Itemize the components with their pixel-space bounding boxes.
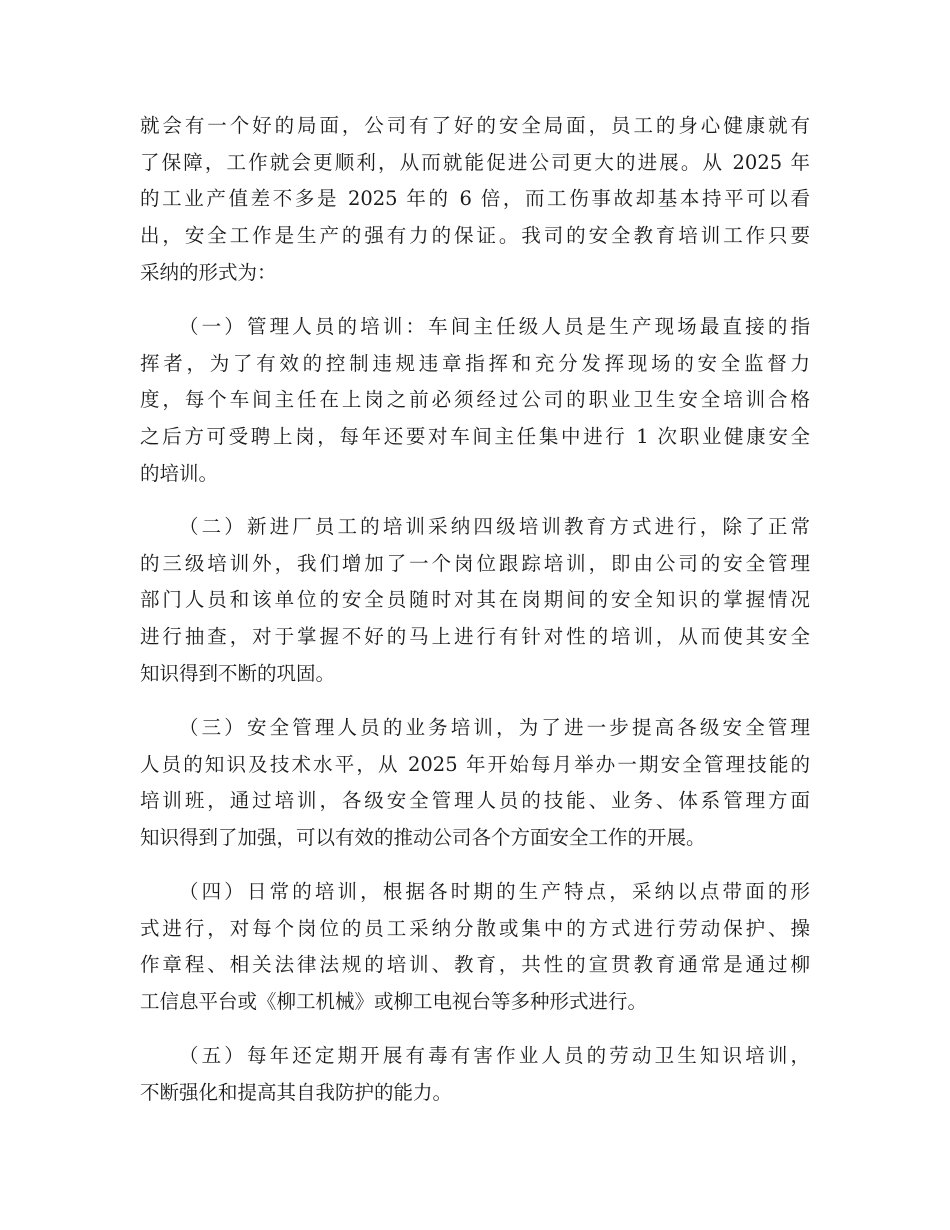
- text-line: 知识得到不断的巩固。: [140, 661, 336, 685]
- paragraph-intro: [140, 108, 810, 291]
- text-line: 式进行，对每个岗位的员工采纳分散或集中的方式进行劳动保护、操: [140, 916, 810, 940]
- text-line: 的工业产值差不多是 2025 年的 6 倍，而工伤事故却基本持平可以看: [140, 187, 810, 211]
- paragraph-item-4: [140, 874, 810, 1021]
- text-line: 部门人员和该单位的安全员随时对其在岗期间的安全知识的掌握情况: [140, 588, 810, 612]
- text-line: （五）每年还定期开展有毒有害作业人员的劳动卫生知识培训，: [179, 1044, 810, 1067]
- text-line: 度，每个车间主任在上岗之前必须经过公司的职业卫生安全培训合格: [140, 388, 810, 412]
- text-line: （三）安全管理人员的业务培训，为了进一步提高各级安全管理: [179, 716, 810, 739]
- text-line: （二）新进厂员工的培训采纳四级培训教育方式进行，除了正常: [179, 515, 810, 538]
- text-line: 挥者，为了有效的控制违规违章指挥和充分发挥现场的安全监督力: [140, 351, 810, 375]
- paragraph-item-3: [140, 710, 810, 857]
- text-line: （一）管理人员的培训：车间主任级人员是生产现场最直接的指: [179, 315, 810, 338]
- text-line: 采纳的形式为：: [140, 260, 277, 284]
- text-line: 的培训。: [140, 461, 219, 485]
- text-line: 知识得到了加强，可以有效的推动公司各个方面安全工作的开展。: [140, 826, 706, 850]
- text-line: 就会有一个好的局面，公司有了好的安全局面，员工的身心健康就有: [140, 114, 810, 137]
- text-line: 进行抽查，对于掌握不好的马上进行有针对性的培训，从而使其安全: [140, 625, 810, 649]
- text-line: 之后方可受聘上岗，每年还要对车间主任集中进行 1 次职业健康安全: [140, 425, 810, 449]
- text-line: 培训班，通过培训，各级安全管理人员的技能、业务、体系管理方面: [140, 789, 810, 813]
- text-line: 人员的知识及技术水平，从 2025 年开始每月举办一期安全管理技能的: [140, 752, 810, 776]
- text-line: 不断强化和提高其自我防护的能力。: [140, 1080, 453, 1104]
- paragraph-item-5: [140, 1038, 810, 1111]
- text-line: 的三级培训外，我们增加了一个岗位跟踪培训，即由公司的安全管理: [140, 551, 810, 575]
- text-line: 出，安全工作是生产的强有力的保证。我司的安全教育培训工作只要: [140, 224, 810, 248]
- text-line: 工信息平台或《柳工机械》或柳工电视台等多种形式进行。: [140, 990, 648, 1014]
- paragraph-item-2: [140, 509, 810, 692]
- text-line: 了保障，工作就会更顺利，从而就能促进公司更大的进展。从 2025 年: [140, 150, 810, 174]
- text-line: （四）日常的培训，根据各时期的生产特点，采纳以点带面的形: [179, 880, 810, 903]
- paragraph-item-1: [140, 309, 810, 492]
- text-line: 作章程、相关法律法规的培训、教育，共性的宣贯教育通常是通过柳: [140, 953, 810, 977]
